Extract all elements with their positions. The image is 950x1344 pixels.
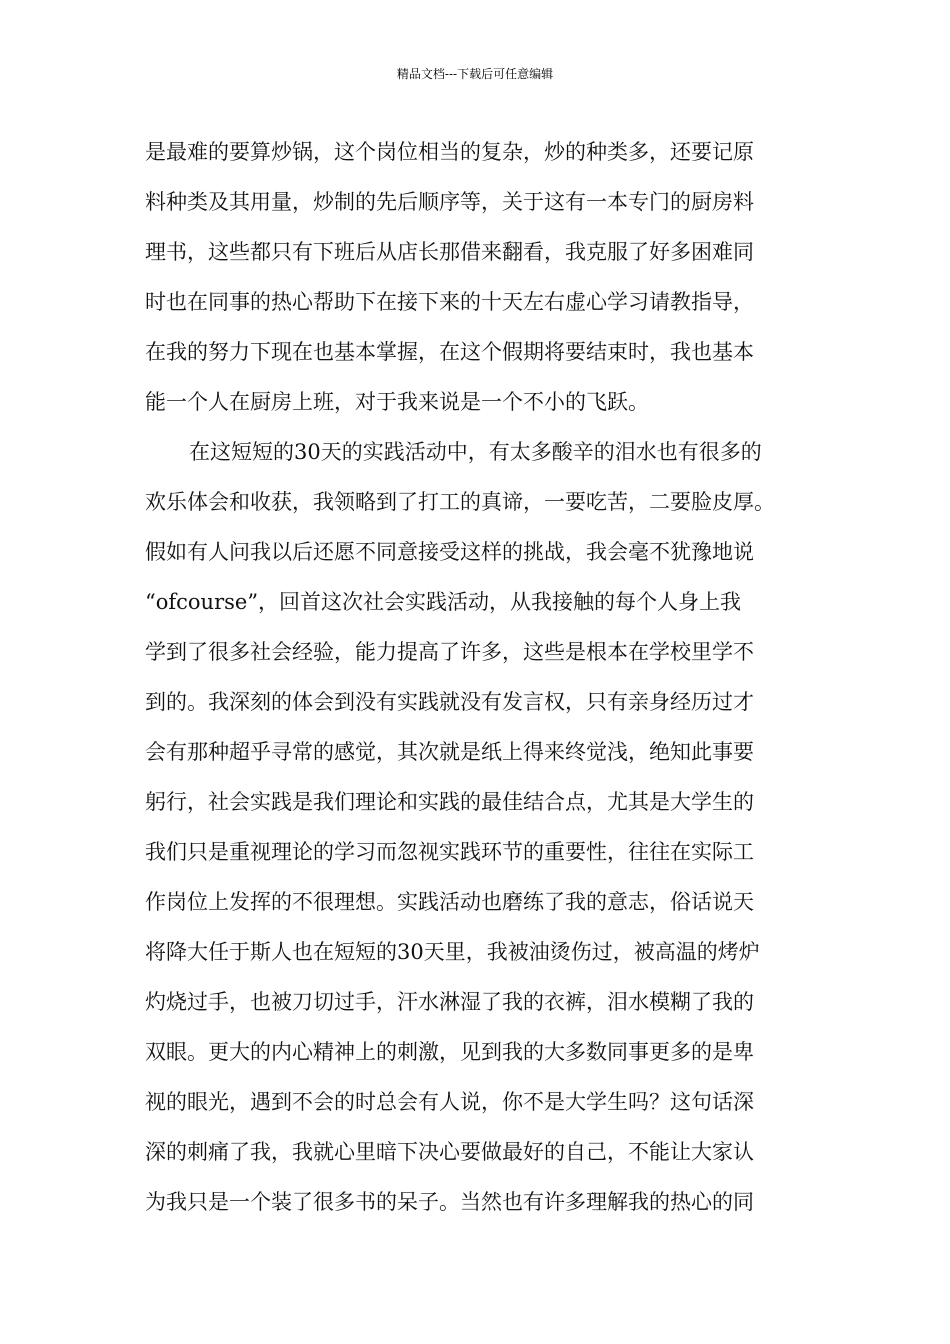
paragraph-line: 欢乐体会和收获，我领略到了打工的真谛，一要吃苦，二要脸皮厚。	[145, 490, 775, 514]
paragraph-line: 在我的努力下现在也基本掌握，在这个假期将要结束时，我也基本	[145, 340, 754, 364]
paragraph-line: 到的。我深刻的体会到没有实践就没有发言权，只有亲身经历过才	[145, 690, 754, 714]
paragraph-line: 学到了很多社会经验，能力提高了许多，这些是根本在学校里学不	[145, 640, 754, 664]
paragraph-line: 躬行，社会实践是我们理论和实践的最佳结合点，尤其是大学生的	[145, 790, 754, 814]
paragraph-line: 视的眼光，遇到不会的时总会有人说，你不是大学生吗？这句话深	[145, 1090, 754, 1114]
paragraph-line: 将降大任于斯人也在短短的30天里，我被油烫伤过，被高温的烤炉	[145, 940, 760, 964]
page-header: 精品文档---下载后可任意编辑	[396, 67, 554, 81]
paragraph-line: 能一个人在厨房上班，对于我来说是一个不小的飞跃。	[145, 390, 649, 414]
document-body	[145, 127, 815, 1227]
paragraph-line: 假如有人问我以后还愿不同意接受这样的挑战，我会毫不犹豫地说	[145, 540, 754, 564]
paragraph-line: 为我只是一个装了很多书的呆子。当然也有许多理解我的热心的同	[145, 1190, 754, 1214]
paragraph-line: 料种类及其用量，炒制的先后顺序等，关于这有一本专门的厨房料	[145, 190, 754, 214]
paragraph-line: 会有那种超乎寻常的感觉，其次就是纸上得来终觉浅，绝知此事要	[145, 740, 754, 764]
paragraph-line: 深的刺痛了我，我就心里暗下决心要做最好的自己，不能让大家认	[145, 1140, 754, 1164]
paragraph-line: “ofcourse”，回首这次社会实践活动，从我接触的每个人身上我	[145, 590, 742, 614]
paragraph-line: 理书，这些都只有下班后从店长那借来翻看，我克服了好多困难同	[145, 240, 754, 264]
paragraph-line: 双眼。更大的内心精神上的刺激，见到我的大多数同事更多的是卑	[145, 1040, 754, 1064]
paragraph-line: 我们只是重视理论的学习而忽视实践环节的重要性，往往在实际工	[145, 840, 754, 864]
paragraph-line: 时也在同事的热心帮助下在接下来的十天左右虚心学习请教指导，	[145, 290, 754, 314]
paragraph-line: 在这短短的30天的实践活动中，有太多酸辛的泪水也有很多的	[189, 440, 762, 464]
paragraph-line: 作岗位上发挥的不很理想。实践活动也磨练了我的意志，俗话说天	[145, 890, 754, 914]
paragraph-line: 灼烧过手，也被刀切过手，汗水淋湿了我的衣裤，泪水模糊了我的	[145, 990, 754, 1014]
paragraph-line: 是最难的要算炒锅，这个岗位相当的复杂，炒的种类多，还要记原	[145, 140, 754, 164]
